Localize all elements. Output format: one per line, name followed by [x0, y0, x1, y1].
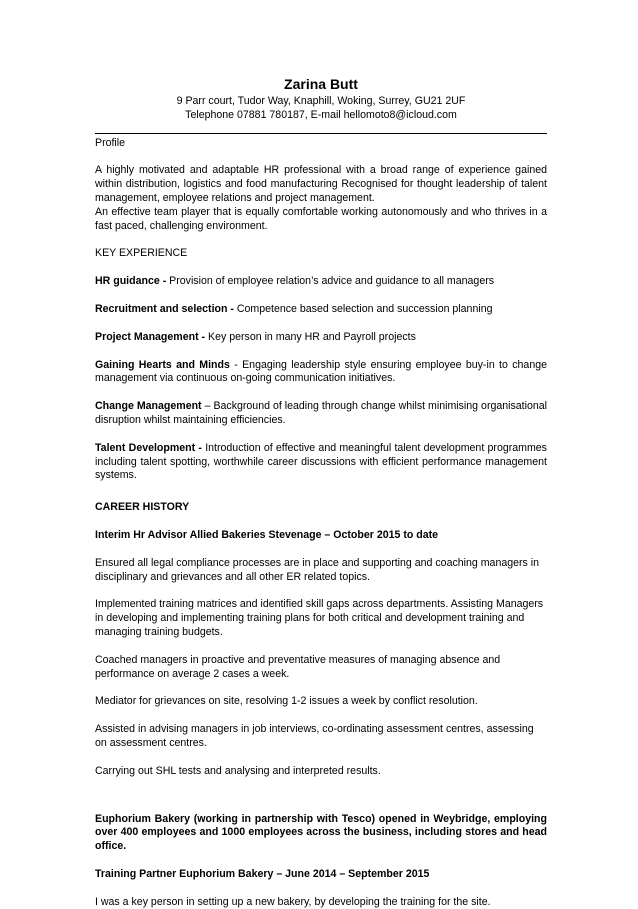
- key-experience-text: Provision of employee relation’s advice and guidance to all managers: [166, 275, 495, 288]
- address-line: 9 Parr court, Tudor Way, Knaphill, Woking, Surrey, GU21 2UF: [176, 95, 466, 107]
- key-experience-title: Recruitment and selection -: [95, 302, 234, 315]
- profile-paragraph-2: An effective team player that is equally comfortable working autonomously and who thrives in a fast paced, challenging environment.: [95, 205, 547, 232]
- contact-line: Telephone 07881 780187, E-mail hellomoto8@icloud.com: [185, 108, 457, 121]
- key-experience-title: Gaining Hearts and Minds: [95, 358, 230, 371]
- key-experience-title: Project Management -: [95, 330, 206, 343]
- job-duty: Coached managers in proactive and preventative measures of managing absence and performance on average 2 cases a week.: [95, 653, 501, 680]
- key-experience-item: [95, 303, 547, 317]
- key-experience-item: [95, 400, 547, 428]
- job-title-text: Interim Hr Advisor Allied Bakeries Stevenage – October 2015 to date: [95, 528, 439, 541]
- profile-heading: Profile: [95, 136, 126, 149]
- profile-paragraph-1: A highly motivated and adaptable HR professional with a broad range of experience gained within distribution, logistics and food manufacturing Recognised for thought leadership of talent management, employee relations and project management.: [95, 164, 547, 204]
- key-experience-title: Change Management: [95, 400, 202, 413]
- company-description-text: Euphorium Bakery (working in partnership with Tesco) opened in Weybridge, employing over 400 employees and 1000 employees across the business, including stores and head office.: [95, 812, 547, 853]
- job-title: [95, 529, 547, 543]
- company-description: [95, 813, 547, 854]
- career-history-heading-text: CAREER HISTORY: [95, 501, 190, 514]
- key-experience-title: Talent Development -: [95, 441, 202, 454]
- candidate-name: Zarina Butt: [284, 76, 358, 92]
- resume-page: [95, 76, 547, 909]
- key-experience-heading: KEY EXPERIENCE: [95, 247, 188, 260]
- key-experience-item: [95, 359, 547, 387]
- job-duty: Carrying out SHL tests and analysing and interpreted results.: [95, 764, 381, 777]
- job-duty: Assisted in advising managers in job interviews, co-ordinating assessment centres, assessing on assessment centres.: [95, 723, 534, 749]
- job-duty: I was a key person in setting up a new bakery, by developing the training for the site.: [95, 895, 491, 908]
- job-title: [95, 868, 547, 882]
- key-experience-text: Competence based selection and succession planning: [233, 302, 493, 315]
- job-duty: Mediator for grievances on site, resolving 1-2 issues a week by conflict resolution.: [95, 695, 478, 708]
- key-experience-text: - Engaging leadership style ensuring employee buy-in to change management via continuous on-going communication initiatives.: [95, 358, 547, 385]
- key-experience-item: [95, 442, 547, 483]
- job-duty: Ensured all legal compliance processes are in place and supporting and coaching managers in disciplinary and grievances and all other ER related topics.: [95, 556, 540, 583]
- job-duty: Implemented training matrices and identified skill gaps across departments. Assisting Managers in developing and implementing training plans for both critical and development training and managing training budgets.: [95, 598, 544, 638]
- key-experience-item: [95, 331, 547, 345]
- job-title-text: Training Partner Euphorium Bakery – June 2014 – September 2015: [95, 867, 430, 880]
- key-experience-title: HR guidance -: [95, 275, 167, 288]
- key-experience-text: – Background of leading through change whilst minimising organisational disruption whilst maintaining efficiencies.: [95, 400, 548, 426]
- key-experience-text: Key person in many HR and Payroll projects: [205, 330, 416, 343]
- key-experience-item: [95, 275, 547, 289]
- key-experience-text: Introduction of effective and meaningful talent development programmes including talent spotting, worthwhile career discussions with efficient performance management systems.: [95, 441, 547, 482]
- career-history-heading: [95, 501, 547, 515]
- header-divider: [95, 133, 547, 134]
